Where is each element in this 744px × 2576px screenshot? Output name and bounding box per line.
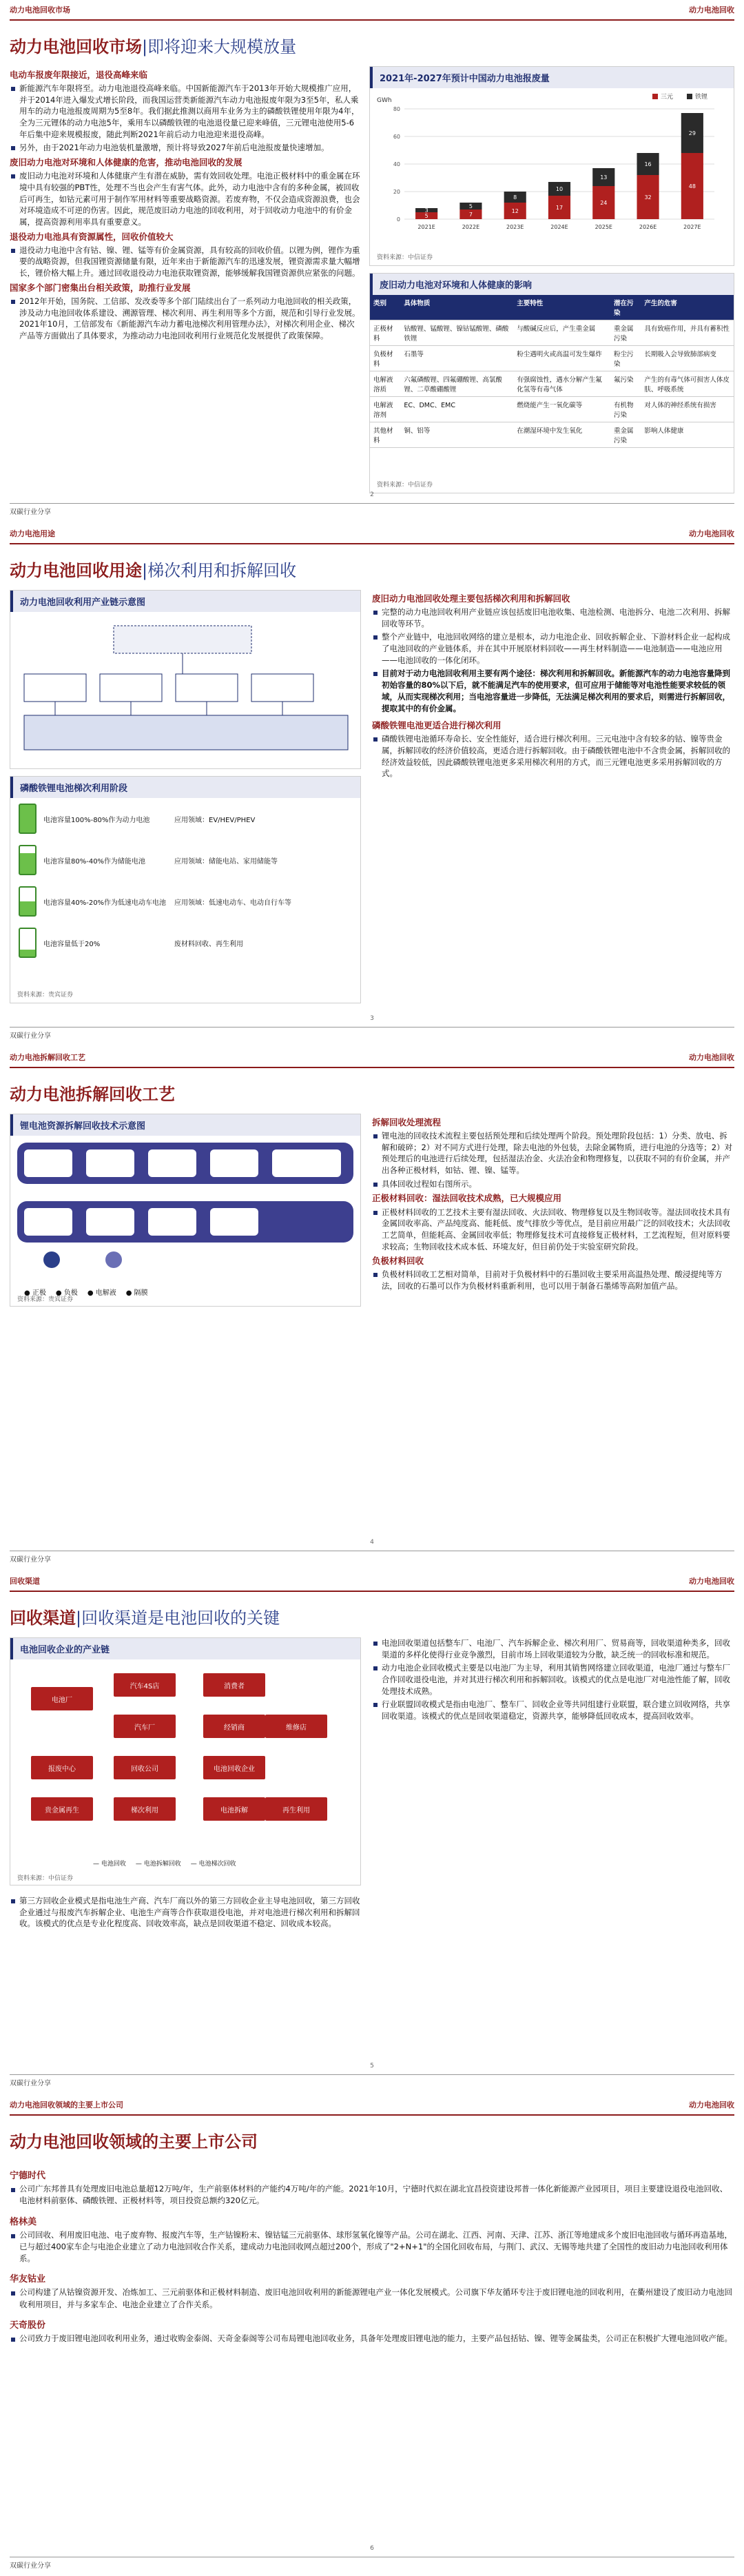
x-tick-label: 2027E [683,224,701,230]
box-title: 磷酸铁锂电池梯次利用阶段 [10,777,360,798]
y-tick-label: 80 [393,106,400,112]
stage-item [10,798,360,839]
page-header [10,1047,734,1068]
company-list [10,2161,734,2344]
stage-app: 废材料回收、再生利用 [174,940,243,948]
stage-item [10,839,360,881]
page-header [10,524,734,544]
data-label: 7 [468,212,473,218]
page-header [10,2095,734,2116]
bullet: 退役动力电池中含有钴、镍、锂、锰等有价金属资源，具有较高的回收价值。以锂为例，锂作为重要的战略资源，但我国锂资源储量有限，近年来由于新能源汽车的迅速发展，锂资源需求量大幅增长，锂价格大幅上升。通过回收退役动力电池获取锂资源，能够缓解我国锂资源供应紧张的问题。 [10,245,361,279]
page-footer [10,2063,734,2089]
stage-list [10,798,360,963]
x-tick-label: 2021E [417,224,435,230]
data-label: 10 [555,186,564,192]
table-source: 资料来源：中信证券 [377,482,433,489]
node: 贵金属再生 [31,1797,93,1821]
right-column [372,1114,734,1294]
stage-label: 电池容量80%-40%作为储能电池 [43,857,146,866]
data-label: 48 [688,183,696,190]
page-number: 3 [370,1015,374,1022]
legend-item: ● 负极 [55,1289,78,1297]
header-left: 动力电池拆解回收工艺 [10,1053,85,1062]
header-right: 动力电池回收 [689,1053,734,1062]
bullet: 整个产业链中，电池回收网络的建立是根本，动力电池企业、回收拆解企业、下游材料企业一起构成了电池回收的产业链体系，并在其中开展原材料回收——再生材料制造——电池制造——电池应用——电池回收的一体化闭环。 [372,631,734,666]
header-left: 动力电池用途 [10,529,55,538]
page-footer [10,1015,734,1042]
title-main: 动力电池回收市场 [10,37,142,57]
table-cell: EC、DMC、EMC [400,397,513,422]
page-footer [10,1539,734,1566]
right-column [372,1637,734,1724]
battery-icon [19,845,37,875]
header-right: 动力电池回收 [689,6,734,14]
page-title [10,557,296,581]
y-tick-label: 0 [396,216,400,223]
data-label: 12 [511,208,519,214]
box-title: 动力电池回收利用产业链示意图 [10,591,360,612]
x-tick-label: 2026E [639,224,657,230]
node: 汽车厂 [114,1715,176,1738]
table-cell: 具有致癌作用，并具有蓄积性 [641,320,734,346]
title-sub: |回收渠道是电池回收的关键 [76,1608,280,1628]
bullet: 正极材料回收的工艺技术主要有湿法回收、火法回收、物理修复以及生物回收等。湿法回收技术具有金属回收率高、产品纯度高、能耗低、废气排放少等优点，是目前应用最广泛的回收技术；火法回收工艺简单，但能耗高、金属回收率低；物理修复技术可直接修复正极材料，工艺流程短，但对原料要求较高；生物回收技术成本低、环境友好，但目前仍处于实验室研究阶段。 [372,1207,734,1253]
table-cell: 氟污染 [610,371,641,397]
node: 电池拆解 [203,1797,265,1821]
bullet: 锂电池的回收技术流程主要包括预处理和后续处理两个阶段。预处理阶段包括：1）分类、放电、拆解和破碎；2）对不同方式进行处理，除去电池的外包装，去除金属物质，进行电池的分选等；2）对预处理后的电池进行后续处理，包括湿法冶金、火法冶金和物理修复，以获取不同的有价金属，并产出各种正极材料，如钴、锂、镍、锰等。 [372,1130,734,1176]
table-cell: 对人体的神经系统有损害 [641,397,734,422]
impact-table [370,295,734,448]
company-desc: 公司广东邦普具有处理废旧电池总量超12万吨/年，生产前驱体材料的产能约4万吨/年的产能。2021年10月，宁德时代拟在湖北宜昌投资建设邦普一体化新能源产业园项目，项目主要建设退役电池回收、电池材料前驱体、磷酸铁锂、正极材料等，项目投资总额约320亿元。 [10,2183,734,2207]
left-column [10,66,361,344]
battery-icon [19,804,37,834]
page-4 [0,1571,744,2095]
page-3 [0,1047,744,1571]
stage-label: 电池容量100%-80%作为动力电池 [43,816,150,824]
node: 回收公司 [114,1756,176,1779]
table-cell: 铜、铝等 [400,422,513,448]
table-cell: 电解液溶质 [370,371,400,397]
section-title: 磷酸铁锂电池更适合进行梯次利用 [372,720,502,731]
table-cell: 产生的有毒气体可损害人体皮肤、呼吸系统 [641,371,734,397]
data-label: 16 [644,161,652,167]
footer-left: 双碳行业分享 [10,2562,51,2570]
data-label: 8 [513,194,517,201]
section-title: 电动车报废年限接近，退役高峰来临 [10,70,148,80]
x-tick-label: 2022E [462,224,480,230]
table-header: 产生的危害 [641,295,734,320]
section-title: 退役动力电池具有资源属性，回收价值较大 [10,231,174,242]
bullet: 第三方回收企业模式是指电池生产商、汽车厂商以外的第三方回收企业主导电池回收，第三方回收企业通过与报废汽车拆解企业、电池生产商等合作获取退役电池，并对电池进行梯次利用和拆解回收。该模式的优点是专业化程度高、回收效率高，缺点是回收渠道不稳定、回收成本较高。 [10,1895,361,1930]
legend-item: ● 正极 [24,1289,46,1297]
legend-item: — 电池梯次回收 [190,1861,236,1868]
page-number: 2 [370,491,374,498]
page-title [10,33,296,57]
left-column [10,1895,361,1932]
table-cell: 其他材料 [370,422,400,448]
bullet: 目前对于动力电池回收利用主要有两个途径：梯次利用和拆解回收。新能源汽车的动力电池容量降到初始容量的80%以下后，就不能满足汽车的使用要求，但可应用于储能等对电池性能要求较低的领域，从而实现梯次利用；当电池容量进一步降低，无法满足梯次利用的要求后，则需进行拆解回收，提取其中的有价金属。 [372,668,734,714]
company-desc: 公司构建了从钴镍资源开发、冶炼加工、三元前驱体和正极材料制造、废旧电池回收利用的新能源锂电产业一体化发展模式。公司旗下华友循环专注于废旧锂电池的回收利用，在衢州建设了废旧动力电池回收利用项目，并与多家车企、电池企业建立了合作关系。 [10,2287,734,2311]
legend-label: 铁锂 [695,94,708,101]
company-name: 格林美 [10,2216,37,2227]
node: 维修店 [265,1715,327,1738]
legend-item: ● 电解液 [87,1289,116,1297]
data-label: 24 [600,200,608,206]
title-sub: |即将迎来大规模放量 [142,37,297,57]
y-unit-label: GWh [377,97,392,104]
header-right: 动力电池回收 [689,2100,734,2109]
bullet: 具体回收过程如右图所示。 [372,1178,734,1190]
table-cell: 长期吸入会导致肺部病变 [641,346,734,371]
right-column [372,590,734,781]
legend-item: — 电池回收 [93,1861,126,1868]
title-main: 动力电池回收领域的主要上市公司 [10,2132,258,2151]
node: 再生利用 [265,1797,327,1821]
node: 经销商 [203,1715,265,1738]
page-5 [0,2095,744,2576]
bullet: 另外，由于2021年动力电池装机量激增，预计将导致2027年前后电池报废量快速增加。 [10,142,361,154]
table-cell: 粉尘污染 [610,346,641,371]
bullet: 负极材料回收工艺相对简单，目前对于负极材料中的石墨回收主要采用高温热处理、酸浸提纯等方法，回收的石墨可以作为负极材料重新利用，也可以用于制备石墨烯等高附加值产品。 [372,1269,734,1291]
table-row [370,397,734,422]
node: 报废中心 [31,1756,93,1779]
page-title [10,2128,258,2152]
data-label: 3 [424,207,428,214]
stage-box [10,776,361,1003]
page-footer [10,2545,734,2572]
table-header: 主要特性 [513,295,610,320]
bar-chart [370,88,734,243]
process-diagram-box [10,1114,361,1307]
title-sub: |梯次利用和拆解回收 [142,561,297,580]
stage-label: 电池容量40%-20%作为低速电动车电池 [43,899,167,907]
bullet: 动力电池企业回收模式主要是以电池厂为主导，利用其销售网络建立回收渠道，电池厂通过与整车厂合作回收退役电池，并对其进行梯次利用和拆解回收。该模式的优点是电池厂对电池性能了解，回收处理技术成熟。 [372,1662,734,1697]
x-tick-label: 2025E [595,224,612,230]
section-title: 拆解回收处理流程 [372,1117,442,1127]
data-label: 17 [555,205,564,211]
page-header [10,1571,734,1592]
table-cell: 有强腐蚀性，遇水分解产生氟化氢等有毒气体 [513,371,610,397]
bullet: 电池回收渠道包括整车厂、电池厂、汽车拆解企业、梯次利用厂、贸易商等，回收渠道种类多，回收渠道的多样化使得行业竞争激烈，目前市场上回收渠道较为分散，缺乏统一的回收标准和规范。 [372,1637,734,1660]
y-tick-label: 20 [393,189,400,195]
table-cell: 负极材料 [370,346,400,371]
section-title: 国家多个部门密集出台相关政策，助推行业发展 [10,282,191,293]
table-cell: 重金属污染 [610,320,641,346]
table-row [370,422,734,448]
section-title: 废旧动力电池对环境和人体健康的危害，推动电池回收的发展 [10,157,242,168]
table-cell: 六氟磷酸锂、四氟硼酸锂、高氯酸锂、二草酸硼酸锂 [400,371,513,397]
chain-diagram-box [10,590,361,769]
legend-swatch [652,94,658,99]
company-desc: 公司回收、利用废旧电池、电子废弃物、报废汽车等，生产钴镍粉末、镍钴锰三元前驱体、球形氢氧化镍等产品。公司在湖北、江西、河南、天津、江苏、浙江等地建成多个废旧电池回收与循环再造基地，已与超过400家车企与电池企业建立了动力电池回收合作关系，建成动力电池回收网点超过200个，形成了"2+N+1"的全国化回收布局，与荆门、武汉、无锡等地共建了全国性的废旧动力电池回收利用体系。 [10,2229,734,2265]
bullet: 2012年开始，国务院、工信部、发改委等多个部门陆续出台了一系列动力电池回收的相关政策，涉及动力电池回收体系建设、溯源管理、梯次利用、再生利用等多个方面，规范和引导行业发展。2021年10月，工信部发布《新能源汽车动力蓄电池梯次利用管理办法》，对梯次利用企业、梯次产品等方面做出了具体要求，为推动动力电池回收利用行业规范化发展提供了政策保障。 [10,296,361,342]
page-title [10,1081,175,1105]
legend-swatch [687,94,692,99]
data-label: 5 [424,213,428,219]
stage-app: 应用领域：低速电动车、电动自行车等 [174,899,291,907]
company-name: 华友钴业 [10,2274,46,2285]
table-cell: 燃烧能产生一氧化碳等 [513,397,610,422]
company-name: 宁德时代 [10,2171,46,2181]
box-source: 资料来源：中信证券 [17,1875,74,1882]
page-header [10,0,734,21]
table-cell: 与酸碱反应后，产生重金属 [513,320,610,346]
data-label: 13 [600,174,608,181]
bullet: 磷酸铁锂电池循环寿命长、安全性能好，适合进行梯次利用。三元电池中含有较多的钴、镍等贵金属，拆解回收的经济价值较高，更适合进行拆解回收。由于磷酸铁锂电池中不含贵金属，拆解回收的经济效益较低，因此磷酸铁锂电池更多采用梯次利用的方式，而三元锂电池更多采用拆解回收的方式。 [372,733,734,779]
table-title: 废旧动力电池对环境和人体健康的影响 [370,274,734,295]
table-header: 潜在污染 [610,295,641,320]
table-cell: 在潮湿环境中发生氧化 [513,422,610,448]
data-label: 32 [644,194,652,201]
table-row [370,371,734,397]
x-tick-label: 2024E [550,224,568,230]
footer-left: 双碳行业分享 [10,2080,51,2087]
footer-left: 双碳行业分享 [10,1032,51,1040]
company-name: 天奇股份 [10,2320,46,2331]
header-left: 动力电池回收领域的主要上市公司 [10,2100,123,2109]
diagram-legend [93,1859,236,1868]
header-right: 动力电池回收 [689,529,734,538]
chart-box [369,66,734,266]
node: 梯次利用 [114,1797,176,1821]
data-label: 29 [688,130,696,136]
header-right: 动力电池回收 [689,1577,734,1586]
section-title: 负极材料回收 [372,1256,424,1267]
x-tick-label: 2023E [506,224,524,230]
box-title: 电池回收企业的产业链 [10,1638,360,1659]
node: 电池厂 [31,1687,93,1710]
section-title: 废旧动力电池回收处理主要包括梯次利用和拆解回收 [372,593,570,604]
node: 汽车4S店 [114,1673,176,1697]
box-source: 资料来源：贵宾证券 [17,992,74,999]
bullet: 完整的动力电池回收利用产业链应该包括废旧电池收集、电池检测、电池拆分、电池二次利用、拆解回收等环节。 [372,606,734,629]
footer-left: 双碳行业分享 [10,509,51,516]
battery-icon [19,928,37,958]
stage-app: 应用领域：储能电站、家用储能等 [174,857,278,866]
section-title: 正极材料回收：湿法回收技术成熟，已大规模应用 [372,1193,562,1204]
chart-source: 资料来源：中信证券 [377,254,433,261]
stage-app: 应用领域：EV/HEV/PHEV [174,816,256,824]
stage-item [10,922,360,963]
header-left: 回收渠道 [10,1577,40,1586]
channel-diagram-box [10,1637,361,1885]
table-cell: 电解液溶剂 [370,397,400,422]
page-number: 4 [370,1539,374,1546]
table-cell: 重金属污染 [610,422,641,448]
company-desc: 公司致力于废旧锂电池回收利用业务，通过收购金泰阁、天奇金泰阁等公司布局锂电池回收业务，具备年处理废旧锂电池的能力，主要产品包括钴、镍、锂等金属盐类，公司正在积极扩大锂电池回收产能。 [10,2333,734,2344]
table-cell: 钴酸锂、锰酸锂、镍钴锰酸锂、磷酸铁锂 [400,320,513,346]
legend-item: — 电池拆解回收 [135,1861,181,1868]
y-tick-label: 40 [393,161,400,167]
table-cell: 有机物污染 [610,397,641,422]
process-diagram [10,1136,360,1274]
chart-title: 2021年-2027年预计中国动力电池报废量 [370,67,734,88]
node: 消费者 [203,1673,265,1697]
footer-left: 双碳行业分享 [10,1556,51,1564]
data-label: 5 [468,203,473,209]
title-main: 动力电池回收用途 [10,561,142,580]
table-header: 具体物质 [400,295,513,320]
bullet: 废旧动力电池对环境和人体健康产生有潜在威胁，需有效回收处理。电池正极材料中的重金属在环境中具有较强的PBT性，处理不当也会产生有害气体。此外，动力电池中含有的多种金属，被回收后可再生，如钴元素可用于制作军用材料等重要战略资源。若废弃物，不仅会造成资源浪费，也会对环境造成不可逆的伤害。因此，规范废旧动力电池的回收利用，对于回收动力电池中的有价金属，提高资源利用率具有重要意义。 [10,170,361,227]
table-cell: 影响人体健康 [641,422,734,448]
stage-item [10,881,360,922]
page-footer [10,491,734,518]
box-source: 资料来源：贵宾证券 [17,1296,74,1303]
table-header: 类别 [370,295,400,320]
title-main: 回收渠道 [10,1608,76,1628]
bullet: 行业联盟回收模式是指由电池厂、整车厂、回收企业等共同组建行业联盟，联合建立回收网络，共享回收渠道。该模式的优点是回收渠道稳定，资源共享，能够降低回收成本，提高回收效率。 [372,1699,734,1721]
table-row [370,320,734,346]
battery-icon [19,886,37,917]
stage-label: 电池容量低于20% [43,940,101,948]
box-title: 锂电池资源拆解回收技术示意图 [10,1114,360,1136]
table-cell: 粉尘遇明火或高温可发生爆炸 [513,346,610,371]
bullet: 新能源汽车年限将至。动力电池退役高峰来临。中国新能源汽车于2013年开始大规模推广应用，并于2014年进入爆发式增长阶段，而我国运营类新能源汽车动力电池报废年限为3至5年，私人乘用车的动力电池报废周期为5至8年。我们据此推测以商用车业务为主的磷酸铁锂使用年限为4年，全为三元锂体的动力电池5年，乘用车以磷酸铁锂的电池退役量已迎来峰值，三元锂电池使用5-6年后集中迎来规模报废，随此判断2021年前后动力电池迎来退役高峰。 [10,83,361,140]
table-cell: 正极材料 [370,320,400,346]
page-1 [0,0,744,524]
page-number: 6 [370,2545,374,2552]
page-2 [0,524,744,1047]
header-left: 动力电池回收市场 [10,6,70,14]
page-number: 5 [370,2063,374,2069]
chain-diagram [10,612,360,764]
table-row [370,346,734,371]
table-box [369,273,734,493]
title-main: 动力电池拆解回收工艺 [10,1085,175,1104]
table-cell: 石墨等 [400,346,513,371]
legend-label: 三元 [661,94,674,101]
channel-diagram [10,1659,360,1852]
legend-item: ● 隔膜 [125,1289,148,1297]
y-tick-label: 60 [393,134,400,140]
page-title [10,1604,280,1628]
node: 电池回收企业 [203,1756,265,1779]
